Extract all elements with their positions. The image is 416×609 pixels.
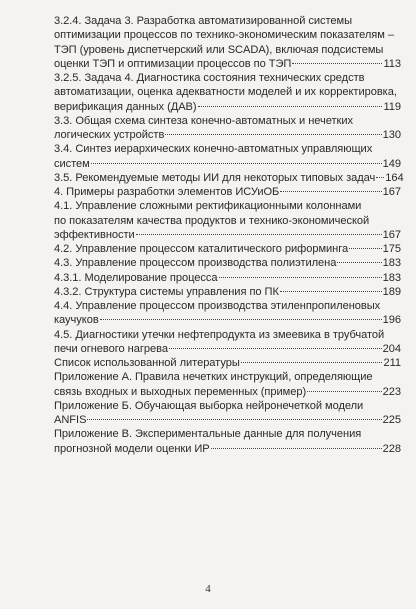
toc-dot-leader <box>136 234 382 235</box>
toc-entry-line <box>54 57 401 71</box>
toc-entry-text: ТЭП (уровень диспетчерский или SCADA), включая подсистемы <box>54 43 384 56</box>
toc-entry-text: 4.3.2. Структура системы управления по ПК <box>54 285 279 298</box>
toc-entry-text: 4.3. Управление процессом производства полиэтилена <box>54 257 337 270</box>
toc-entry-line <box>54 214 401 228</box>
toc-entry <box>54 242 401 256</box>
toc-entry-line <box>54 427 401 441</box>
toc-entry <box>54 142 401 171</box>
toc-entry-line <box>54 228 401 242</box>
toc-page-number: 130 <box>382 129 401 141</box>
toc-entry-text: эффективности <box>54 228 135 241</box>
toc-entry-text: ANFIS <box>54 414 87 426</box>
toc-dot-leader <box>165 134 381 135</box>
toc-entry-text: оптимизации процессов по технико-экономическим показателям – <box>54 29 394 42</box>
toc-entry-text: 4.4. Управление процессом производства этиленпропиленовых <box>54 300 381 312</box>
toc-entry-line <box>54 399 401 413</box>
toc-entry-line <box>54 385 401 399</box>
toc-entry-line <box>54 256 401 270</box>
toc-entry-text: 3.3. Общая схема синтеза конечно-автоматных и нечетких <box>54 114 353 127</box>
toc-page-number: 211 <box>383 357 401 369</box>
toc-entry-text: 4. Примеры разработки элементов ИСУиОБ <box>54 186 280 198</box>
toc-entry-line <box>54 43 401 57</box>
toc-entry-text: 3.2.4. Задача 3. Разработка автоматизированной системы <box>54 15 353 27</box>
toc-dot-leader <box>241 362 383 363</box>
toc-entry-line <box>54 185 401 199</box>
toc-page-number: 167 <box>382 186 401 198</box>
toc-entry <box>54 299 401 328</box>
toc-entry-line <box>54 157 401 171</box>
toc-entry <box>54 370 401 399</box>
toc-dot-leader <box>349 248 381 249</box>
toc-entry <box>54 271 401 285</box>
toc-entry-text: 4.5. Диагностики утечки нефтепродукта из змеевика в трубчатой <box>54 328 385 341</box>
toc-dot-leader <box>280 191 381 192</box>
toc-entry-text: оценки ТЭП и оптимизации процессов по ТЭП <box>54 57 292 70</box>
toc-entry-line <box>54 356 401 370</box>
toc-entry-text: прогнозной модели оценки ИР <box>54 442 210 455</box>
toc-entry-line <box>54 299 401 313</box>
toc-page-number: 113 <box>383 57 401 70</box>
toc-entry-line <box>54 242 401 256</box>
toc-entry-line <box>54 285 401 299</box>
toc-entry-line <box>54 85 401 99</box>
toc-entry-text: Приложение В. Экспериментальные данные для получения <box>54 428 362 441</box>
toc-entry <box>54 71 401 114</box>
table-of-contents <box>54 14 404 456</box>
toc-dot-leader <box>219 277 382 278</box>
toc-entry <box>54 285 401 299</box>
toc-dot-leader <box>337 262 381 263</box>
toc-entry <box>54 114 401 143</box>
toc-entry <box>54 14 401 71</box>
toc-page-number: 223 <box>382 385 401 398</box>
toc-dot-leader <box>307 391 382 392</box>
toc-entry <box>54 328 401 357</box>
toc-entry-text: 3.5. Рекомендуемые методы ИИ для некоторых типовых задач <box>54 171 376 184</box>
toc-entry-line <box>54 142 401 156</box>
toc-entry-text: 3.4. Синтез иерархических конечно-автоматных управляющих <box>54 143 373 156</box>
toc-entry-text: Список использованной литературы <box>54 357 240 369</box>
toc-dot-leader <box>87 419 381 420</box>
toc-page-number: 119 <box>383 100 401 113</box>
toc-entry <box>54 356 401 370</box>
toc-entry-line <box>54 128 401 142</box>
toc-page-number: 149 <box>382 157 401 170</box>
toc-page-number: 204 <box>382 342 401 355</box>
toc-dot-leader <box>280 291 382 292</box>
toc-entry-line <box>54 413 401 427</box>
toc-entry-line <box>54 171 404 185</box>
toc-entry-text: печи огневого нагрева <box>54 342 168 355</box>
toc-page-number: 189 <box>382 285 401 298</box>
toc-dot-leader <box>100 319 382 320</box>
toc-page-number: 167 <box>382 228 401 241</box>
toc-entry <box>54 171 404 185</box>
toc-entry-line <box>54 342 401 356</box>
toc-entry <box>54 399 401 428</box>
toc-entry-line <box>54 370 401 384</box>
toc-entry-text: логических устройств <box>54 129 165 141</box>
toc-entry <box>54 199 401 242</box>
page-number: 4 <box>205 583 211 595</box>
toc-dot-leader <box>211 448 382 449</box>
toc-entry-line <box>54 14 401 28</box>
toc-dot-leader <box>91 163 382 164</box>
toc-dot-leader <box>169 348 382 349</box>
toc-page-number: 228 <box>382 442 401 455</box>
toc-entry-text: систем <box>54 157 90 170</box>
toc-page-number: 225 <box>382 414 401 426</box>
toc-entry-line <box>54 114 401 128</box>
toc-dot-leader <box>292 63 382 64</box>
toc-page-number: 164 <box>385 171 404 184</box>
toc-page-number: 183 <box>382 271 401 284</box>
toc-entry <box>54 185 401 199</box>
toc-page-number: 175 <box>382 243 401 255</box>
toc-entry-text: Приложение А. Правила нечетких инструкций, определяющие <box>54 371 373 384</box>
toc-entry-line <box>54 28 401 42</box>
toc-entry-line <box>54 71 401 85</box>
toc-entry-text: автоматизации, оценка адекватности моделей и их корректировка, <box>54 86 397 99</box>
toc-entry-line <box>54 442 401 456</box>
toc-dot-leader <box>198 106 383 107</box>
toc-entry-line <box>54 199 401 213</box>
toc-page-number: 196 <box>382 314 401 327</box>
toc-entry-line <box>54 328 401 342</box>
toc-entry-text: 4.3.1. Моделирование процесса <box>54 271 218 284</box>
toc-entry-text: верификация данных (ДАВ) <box>54 100 197 113</box>
toc-entry <box>54 256 401 270</box>
toc-entry-text: по показателям качества продуктов и технико-экономической <box>54 214 370 227</box>
toc-page-number: 183 <box>382 257 401 270</box>
toc-entry-line <box>54 313 401 327</box>
toc-entry-text: связь входных и выходных переменных (пример) <box>54 385 307 398</box>
toc-entry-text: каучуков <box>54 314 99 327</box>
toc-entry <box>54 427 401 456</box>
toc-dot-leader <box>376 177 384 178</box>
toc-entry-text: 4.2. Управление процессом каталитического риформинга <box>54 243 349 255</box>
toc-entry-text: 3.2.5. Задача 4. Диагностика состояния технических средств <box>54 72 365 84</box>
toc-entry-text: 4.1. Управление сложными ректификационными колоннами <box>54 200 362 213</box>
toc-entry-line <box>54 100 401 114</box>
toc-entry-text: Приложение Б. Обучающая выборка нейронечеткой модели <box>54 399 364 412</box>
toc-entry-line <box>54 271 401 285</box>
